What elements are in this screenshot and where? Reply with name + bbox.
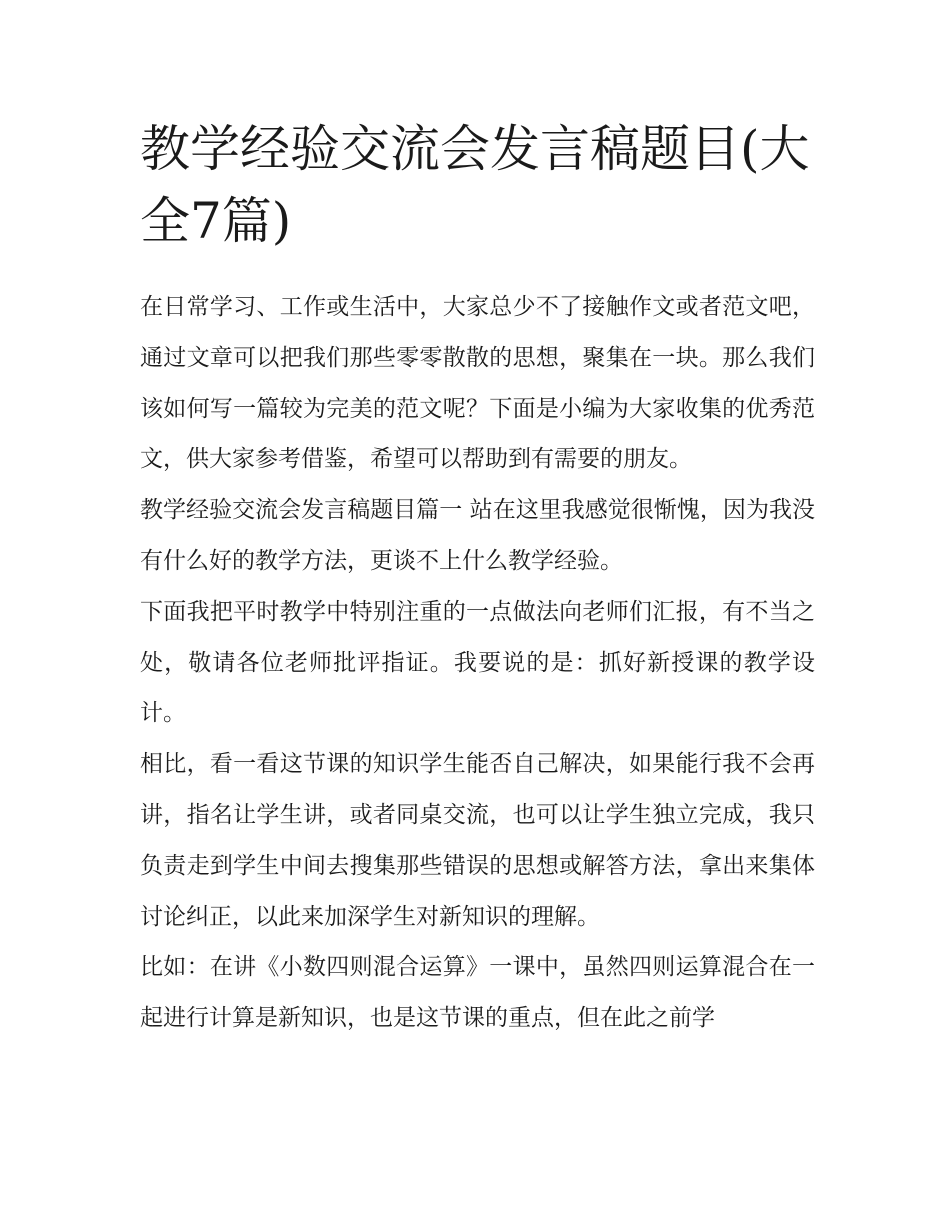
paragraph-method: 下面我把平时教学中特别注重的一点做法向老师们汇报，有不当之处，敬请各位老师批评指证。我要说的是：抓好新授课的教学设计。	[140, 598, 815, 727]
paragraph-comparison: 相比，看一看这节课的知识学生能否自己解决，如果能行我不会再讲，指名让学生讲，或者同桌交流，也可以让学生独立完成，我只负责走到学生中间去搜集那些错误的思想或解答方法，拿出来集体讨论纠正，以此来加深学生对新知识的理解。	[140, 751, 815, 930]
document-title: 教学经验交流会发言稿题目(大全7篇)	[140, 120, 810, 250]
document-body	[140, 282, 815, 1044]
paragraph-intro: 在日常学习、工作或生活中，大家总少不了接触作文或者范文吧，通过文章可以把我们那些零零散散的思想，聚集在一块。那么我们该如何写一篇较为完美的范文呢？下面是小编为大家收集的优秀范文，供大家参考借鉴，希望可以帮助到有需要的朋友。	[140, 294, 815, 473]
paragraph-part-one: 教学经验交流会发言稿题目篇一 站在这里我感觉很惭愧，因为我没有什么好的教学方法，更谈不上什么教学经验。	[140, 497, 815, 574]
paragraph-example: 比如：在讲《小数四则混合运算》一课中，虽然四则运算混合在一起进行计算是新知识，也是这节课的重点，但在此之前学	[140, 954, 815, 1032]
